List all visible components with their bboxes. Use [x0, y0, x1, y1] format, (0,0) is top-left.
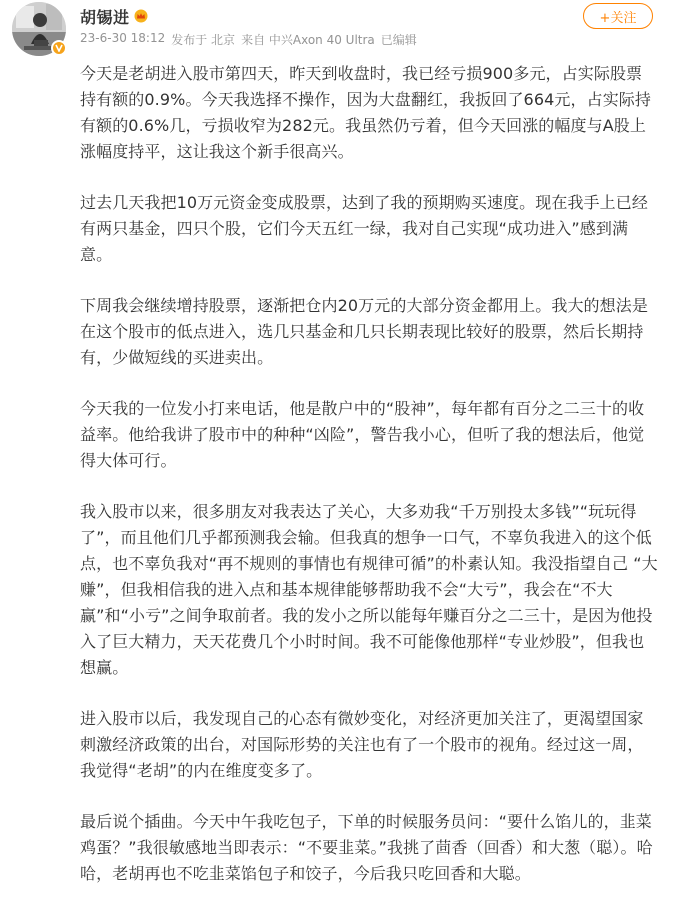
post-paragraph: 下周我会继续增持股票，逐渐把仓内20万元的大部分资金都用上。我大的想法是在这个股市的低点进入，选几只基金和几只长期表现比较好的股票，然后长期持有，少做短线的买进卖出。 — [80, 296, 648, 367]
post-paragraph: 今天我的一位发小打来电话，他是散户中的“股神”，每年都有百分之二三十的收益率。他给我讲了股市中的种种“凶险”，警告我小心，但听了我的想法后，他觉得大体可行。 — [80, 399, 645, 470]
username-row — [80, 3, 148, 29]
follow-button[interactable] — [583, 3, 653, 29]
post-paragraph: 今天是老胡进入股市第四天，昨天到收盘时，我已经亏损900多元，占实际股票持有额的0.9%。今天我选择不操作，因为大盘翻红，我扳回了664元，占实际持有额的0.6%几，亏损收窄为282元。我虽然仍亏着，但今天回涨的幅度与A股上涨幅度持平，这让我这个新手很高兴。 — [80, 64, 651, 161]
vip-badge-icon — [51, 40, 67, 56]
edited-flag: 已编辑 — [380, 33, 417, 47]
post-content — [80, 61, 658, 912]
post-paragraph: 我入股市以来，很多朋友对我表达了关心，大多劝我“千万别投太多钱”“玩玩得了”，而且他们几乎都预测我会输。但我真的想争一口气，不辜负我进入的这个低点，也不辜负我对“再不规则的事情也有规律可循”的朴素认知。我没指望自己 “大赚”，但我相信我的进入点和基本规律能够帮助我不会“大亏”，我会在“不大赢”和“小亏”之间争取前者。我的发小之所以能每年赚百分之二三十，是因为他投入了巨大精力，天天花费几个小时时间。我不可能像他那样“专业炒股”，但我也想赢。 — [80, 502, 658, 677]
post-location: 发布于 北京 — [171, 33, 236, 47]
post-paragraph: 过去几天我把10万元资金变成股票，达到了我的预期购买速度。现在我手上已经有两只基金，四只个股，它们今天五红一绿，我对自己实现“成功进入”感到满意。 — [80, 193, 648, 264]
post-time[interactable]: 23-6-30 18:12 — [80, 31, 166, 45]
follow-label: +关注 — [599, 10, 637, 26]
crown-icon — [134, 9, 148, 23]
username-link[interactable]: 胡锡进 — [80, 7, 130, 27]
post-source: 来自 中兴Axon 40 Ultra — [241, 33, 375, 47]
post-meta — [80, 31, 417, 48]
post-paragraph: 进入股市以后，我发现自己的心态有微妙变化，对经济更加关注了，更渴望国家刺激经济政策的出台，对国际形势的关注也有了一个股市的视角。经过这一周，我觉得“老胡”的内在维度变多了。 — [80, 709, 644, 780]
post-paragraph: 最后说个插曲。今天中午我吃包子，下单的时候服务员问：“要什么馅儿的，韭菜鸡蛋？”我很敏感地当即表示：“不要韭菜。”我挑了茴香（回香）和大葱（聪）。哈哈，老胡再也不吃韭菜馅包子和饺子，今后我只吃回香和大聪。 — [80, 812, 653, 883]
